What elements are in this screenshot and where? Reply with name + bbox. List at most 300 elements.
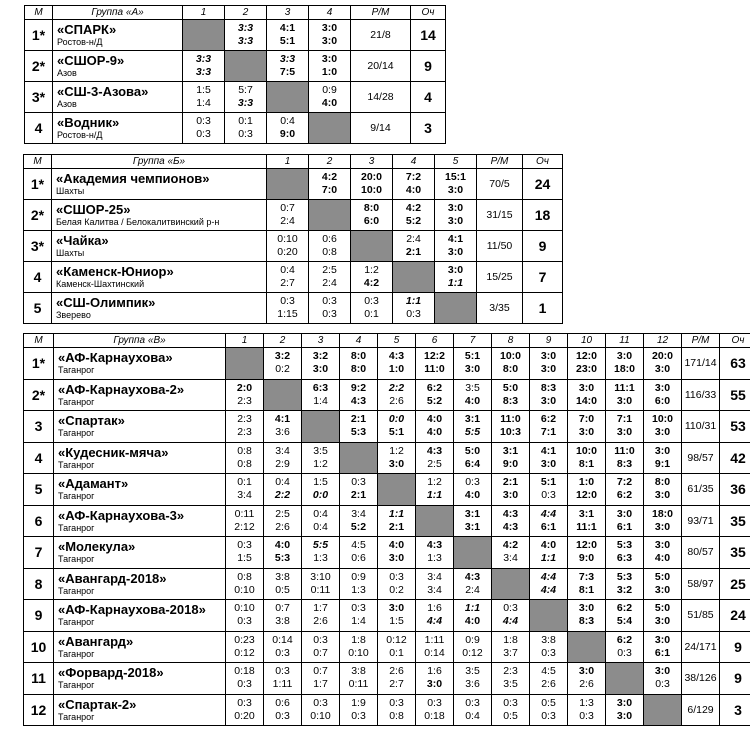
match-score: 0:3	[351, 602, 366, 615]
score-cell	[340, 631, 378, 663]
score-cell	[644, 537, 682, 569]
group-title: Группа «Б»	[52, 155, 267, 169]
match-score: 0:6	[275, 696, 290, 709]
self-match-cell	[530, 600, 568, 632]
match-score: 0:6	[351, 552, 366, 565]
goals-cell: 116/33	[682, 379, 720, 411]
team-cell	[53, 20, 183, 51]
self-match-cell	[416, 505, 454, 537]
match-score: 1:7	[313, 602, 328, 615]
match-score: 5:3	[350, 426, 367, 439]
match-score: 4:0	[654, 552, 671, 565]
match-score: 18:0	[613, 363, 635, 376]
score-cell	[264, 600, 302, 632]
score-cell	[378, 348, 416, 380]
place-cell: 10	[24, 631, 54, 663]
match-score: 9:0	[502, 457, 519, 470]
match-score: 8:3	[616, 457, 633, 470]
score-cell	[606, 474, 644, 506]
match-score: 3:3	[237, 35, 254, 47]
team-cell	[54, 568, 226, 600]
match-score: 1:3	[427, 552, 442, 565]
self-match-cell	[226, 348, 264, 380]
match-score: 1:15	[277, 308, 298, 320]
match-score: 3:1	[502, 444, 519, 457]
goals-cell: 93/71	[682, 505, 720, 537]
score-cell	[454, 694, 492, 726]
self-match-cell	[183, 20, 225, 51]
score-cell	[302, 663, 340, 695]
score-cell	[492, 694, 530, 726]
team-cell	[52, 169, 267, 200]
match-score: 0:6	[322, 233, 337, 245]
match-score: 4:3	[388, 350, 405, 363]
match-score: 2:6	[389, 394, 404, 407]
place-cell: 8	[24, 568, 54, 600]
points-cell: 35	[720, 537, 750, 569]
place-cell: 2*	[25, 51, 53, 82]
match-score: 5:1	[540, 476, 557, 489]
match-score: 4:2	[363, 277, 380, 289]
match-score: 1:5	[313, 476, 328, 489]
match-score: 3:0	[654, 615, 671, 628]
score-cell	[267, 51, 309, 82]
match-score: 10:3	[499, 426, 521, 439]
match-score: 8:3	[578, 615, 595, 628]
place-cell: 5	[24, 474, 54, 506]
match-score: 4:3	[502, 520, 519, 533]
match-score: 2:3	[237, 413, 252, 426]
match-score: 3:6	[275, 426, 290, 439]
match-score: 0:4	[313, 520, 328, 533]
match-score: 0:18	[234, 665, 255, 678]
goals-cell: 38/126	[682, 663, 720, 695]
score-cell	[351, 262, 393, 293]
match-score: 0:3	[322, 308, 337, 320]
match-score: 3:5	[465, 665, 480, 678]
place-cell: 4	[24, 262, 52, 293]
match-score: 0:10	[310, 709, 331, 722]
team-city: Таганрог	[58, 428, 95, 439]
team-city: Азов	[57, 68, 77, 78]
score-cell	[267, 231, 309, 262]
score-cell	[492, 631, 530, 663]
points-cell: 42	[720, 442, 750, 474]
match-score: 4:0	[464, 489, 481, 502]
header-opponent-5: 5	[378, 334, 416, 348]
match-score: 4:0	[540, 539, 557, 552]
match-score: 3:4	[427, 583, 442, 596]
score-cell	[302, 348, 340, 380]
place-cell: 2*	[24, 200, 52, 231]
score-cell	[416, 411, 454, 443]
match-score: 2:1	[502, 476, 519, 489]
header-opponent-1: 1	[226, 334, 264, 348]
score-cell	[492, 537, 530, 569]
points-cell: 9	[523, 231, 563, 262]
match-score: 1:5	[196, 84, 211, 96]
match-score: 18:0	[651, 507, 673, 520]
match-score: 8:0	[502, 363, 519, 376]
table-row	[24, 442, 750, 474]
match-score: 1:0	[578, 476, 595, 489]
match-score: 3:0	[388, 552, 405, 565]
match-score: 3:0	[578, 602, 595, 615]
points-cell: 36	[720, 474, 750, 506]
team-name: «АФ-Карнаухова»	[58, 350, 173, 366]
team-city: Белая Калитва / Белокалитвинский р-н	[56, 217, 220, 227]
team-city: Таганрог	[58, 648, 95, 659]
match-score: 5:3	[616, 539, 633, 552]
match-score: 0:4	[465, 709, 480, 722]
match-score: 2:12	[234, 520, 255, 533]
match-score: 3:6	[465, 678, 480, 691]
match-score: 3:7	[503, 646, 518, 659]
match-score: 2:7	[389, 678, 404, 691]
points-cell: 14	[411, 20, 446, 51]
match-score: 3:4	[427, 570, 442, 583]
team-cell	[52, 262, 267, 293]
score-cell	[492, 348, 530, 380]
match-score: 5:0	[654, 570, 671, 583]
match-score: 1:8	[351, 633, 366, 646]
table-row	[24, 200, 563, 231]
match-score: 1:6	[427, 602, 442, 615]
match-score: 5:0	[502, 381, 519, 394]
match-score: 4:2	[502, 539, 519, 552]
team-cell	[54, 442, 226, 474]
match-score: 6:1	[616, 520, 633, 533]
match-score: 1:11	[272, 678, 293, 691]
place-cell: 1*	[24, 348, 54, 380]
match-score: 2:1	[388, 520, 405, 533]
table-row	[24, 568, 750, 600]
score-cell	[378, 379, 416, 411]
score-cell	[416, 568, 454, 600]
match-score: 3:0	[654, 665, 671, 678]
match-score: 2:3	[503, 665, 518, 678]
score-cell	[378, 663, 416, 695]
score-cell	[340, 348, 378, 380]
match-score: 1:9	[351, 696, 366, 709]
table-row	[25, 82, 446, 113]
team-city: Таганрог	[58, 396, 95, 407]
score-cell	[530, 474, 568, 506]
team-name: «СШОР-25»	[56, 202, 131, 217]
score-cell	[454, 568, 492, 600]
match-score: 5:1	[464, 350, 481, 363]
team-name: «СШОР-9»	[57, 53, 125, 68]
match-score: 0:11	[348, 678, 369, 691]
match-score: 0:9	[322, 84, 337, 96]
match-score: 7:0	[321, 184, 338, 196]
match-score: 0:12	[234, 646, 255, 659]
match-score: 23:0	[575, 363, 597, 376]
match-score: 5:5	[312, 539, 329, 552]
place-cell: 6	[24, 505, 54, 537]
match-score: 0:3	[313, 633, 328, 646]
score-cell	[416, 663, 454, 695]
table-row	[24, 379, 750, 411]
score-cell	[568, 505, 606, 537]
team-name: «Чайка»	[56, 233, 109, 248]
score-cell	[309, 82, 351, 113]
match-score: 10:0	[499, 350, 521, 363]
match-score: 3:0	[447, 246, 464, 258]
match-score: 7:5	[279, 66, 296, 78]
match-score: 4:3	[426, 539, 443, 552]
score-cell	[340, 568, 378, 600]
match-score: 0:5	[503, 709, 518, 722]
self-match-cell	[309, 113, 351, 144]
team-city: Ростов-н/Д	[57, 130, 103, 140]
header-row	[24, 155, 563, 169]
team-city: Таганрог	[58, 522, 95, 533]
match-score: 6:2	[616, 489, 633, 502]
match-score: 6:2	[616, 602, 633, 615]
self-match-cell	[302, 411, 340, 443]
points-cell: 3	[411, 113, 446, 144]
team-city: Азов	[57, 99, 77, 109]
score-cell	[644, 442, 682, 474]
match-score: 3:0	[540, 394, 557, 407]
match-score: 6:0	[363, 215, 380, 227]
match-score: 5:0	[464, 444, 481, 457]
match-score: 0:2	[389, 583, 404, 596]
match-score: 0:10	[234, 583, 255, 596]
table-row	[25, 51, 446, 82]
team-name: «Водник»	[57, 115, 120, 130]
match-score: 2:9	[275, 457, 290, 470]
score-cell	[606, 348, 644, 380]
match-score: 2:2	[388, 381, 405, 394]
score-cell	[606, 505, 644, 537]
team-name: «СПАРК»	[57, 22, 117, 37]
score-cell	[454, 379, 492, 411]
header-opponent-11: 11	[606, 334, 644, 348]
match-score: 2:4	[465, 583, 480, 596]
match-score: 1:11	[424, 633, 445, 646]
header-opponent-3: 3	[267, 6, 309, 20]
score-cell	[644, 505, 682, 537]
match-score: 8:0	[350, 350, 367, 363]
self-match-cell	[267, 169, 309, 200]
match-score: 5:3	[274, 552, 291, 565]
header-goals: Р/М	[351, 6, 411, 20]
score-cell	[393, 169, 435, 200]
table-row	[24, 411, 750, 443]
match-score: 3:2	[616, 583, 633, 596]
match-score: 3:0	[654, 583, 671, 596]
match-score: 0:3	[322, 295, 337, 307]
score-cell	[226, 568, 264, 600]
score-cell	[454, 631, 492, 663]
score-cell	[435, 231, 477, 262]
team-city: Каменск-Шахтинский	[56, 279, 145, 289]
place-cell: 1*	[25, 20, 53, 51]
team-name: «АФ-Карнаухова-3»	[58, 507, 185, 523]
header-opponent-2: 2	[309, 155, 351, 169]
header-points: Оч	[411, 6, 446, 20]
match-score: 9:1	[654, 457, 671, 470]
score-cell	[492, 663, 530, 695]
match-score: 0:14	[272, 633, 293, 646]
match-score: 7:1	[616, 413, 633, 426]
score-cell	[492, 505, 530, 537]
match-score: 3:4	[275, 444, 290, 457]
score-cell	[416, 379, 454, 411]
match-score: 2:6	[541, 678, 556, 691]
goals-cell: 11/50	[477, 231, 523, 262]
header-opponent-7: 7	[454, 334, 492, 348]
score-cell	[340, 600, 378, 632]
match-score: 1:2	[427, 476, 442, 489]
score-cell	[226, 537, 264, 569]
score-cell	[606, 411, 644, 443]
match-score: 3:3	[237, 22, 254, 34]
match-score: 2:6	[579, 678, 594, 691]
match-score: 8:0	[654, 476, 671, 489]
table-row	[25, 113, 446, 144]
self-match-cell	[454, 537, 492, 569]
place-cell: 11	[24, 663, 54, 695]
team-name: «Авангард-2018»	[58, 570, 167, 586]
score-cell	[644, 600, 682, 632]
score-cell	[302, 442, 340, 474]
table-row	[25, 20, 446, 51]
header-row	[24, 334, 750, 348]
match-score: 1:7	[313, 678, 328, 691]
match-score: 2:5	[322, 264, 337, 276]
header-opponent-3: 3	[351, 155, 393, 169]
match-score: 3:8	[275, 615, 290, 628]
match-score: 0:20	[234, 709, 255, 722]
score-cell	[225, 113, 267, 144]
score-cell	[340, 505, 378, 537]
points-cell: 24	[523, 169, 563, 200]
score-cell	[302, 505, 340, 537]
match-score: 3:0	[321, 53, 338, 65]
score-cell	[435, 262, 477, 293]
match-score: 3:0	[540, 363, 557, 376]
match-score: 0:3	[238, 128, 253, 140]
score-cell	[226, 631, 264, 663]
score-cell	[530, 505, 568, 537]
team-city: Зверево	[56, 310, 91, 320]
goals-cell: 98/57	[682, 442, 720, 474]
match-score: 9:0	[578, 552, 595, 565]
match-score: 1:2	[389, 444, 404, 457]
team-cell	[53, 51, 183, 82]
match-score: 3:0	[654, 426, 671, 439]
team-cell	[54, 505, 226, 537]
match-score: 12:0	[575, 489, 597, 502]
self-match-cell	[393, 262, 435, 293]
match-score: 3:0	[502, 489, 519, 502]
team-city: Ростов-н/Д	[57, 37, 103, 47]
match-score: 0:5	[275, 583, 290, 596]
match-score: 2:1	[405, 246, 422, 258]
match-score: 0:3	[351, 476, 366, 489]
match-score: 11:1	[614, 381, 635, 394]
match-score: 3:4	[237, 489, 252, 502]
score-cell	[454, 411, 492, 443]
match-score: 6:1	[654, 646, 671, 659]
match-score: 3:0	[312, 363, 329, 376]
match-score: 9:0	[279, 128, 296, 140]
team-name: «Академия чемпионов»	[56, 171, 210, 186]
header-opponent-2: 2	[225, 6, 267, 20]
match-score: 20:0	[651, 350, 673, 363]
match-score: 0:1	[238, 115, 253, 127]
goals-cell: 24/171	[682, 631, 720, 663]
match-score: 4:0	[274, 539, 291, 552]
match-score: 0:9	[351, 570, 366, 583]
self-match-cell	[351, 231, 393, 262]
score-cell	[568, 348, 606, 380]
table-row	[24, 231, 563, 262]
score-cell	[226, 411, 264, 443]
match-score: 0:2	[275, 363, 290, 376]
goals-cell: 31/15	[477, 200, 523, 231]
match-score: 14:0	[575, 394, 597, 407]
team-cell	[52, 293, 267, 324]
match-score: 3:5	[503, 678, 518, 691]
score-cell	[644, 348, 682, 380]
score-cell	[378, 568, 416, 600]
match-score: 3:5	[465, 381, 480, 394]
group-b-table	[23, 154, 563, 324]
team-name: «Каменск-Юниор»	[56, 264, 174, 279]
match-score: 6:0	[654, 394, 671, 407]
match-score: 3:0	[654, 520, 671, 533]
score-cell	[606, 568, 644, 600]
goals-cell: 20/14	[351, 51, 411, 82]
match-score: 3:3	[195, 66, 212, 78]
match-score: 3:0	[616, 507, 633, 520]
goals-cell: 14/28	[351, 82, 411, 113]
group-title: Группа «В»	[54, 334, 226, 348]
match-score: 0:8	[237, 444, 252, 457]
match-score: 1:5	[237, 552, 252, 565]
score-cell	[340, 663, 378, 695]
team-name: «Спартак-2»	[58, 696, 137, 712]
match-score: 1:3	[351, 583, 366, 596]
match-score: 2:5	[427, 457, 442, 470]
match-score: 0:3	[427, 696, 442, 709]
place-cell: 1*	[24, 169, 52, 200]
header-goals: Р/М	[477, 155, 523, 169]
header-opponent-8: 8	[492, 334, 530, 348]
score-cell	[340, 379, 378, 411]
header-opponent-5: 5	[435, 155, 477, 169]
match-score: 5:1	[279, 35, 296, 47]
match-score: 1:4	[313, 394, 328, 407]
match-score: 12:0	[575, 350, 597, 363]
match-score: 4:5	[351, 539, 366, 552]
score-cell	[267, 262, 309, 293]
match-score: 3:0	[447, 184, 464, 196]
score-cell	[264, 568, 302, 600]
match-score: 0:3	[196, 115, 211, 127]
match-score: 1:4	[351, 615, 366, 628]
score-cell	[378, 505, 416, 537]
team-name: «Авангард»	[58, 633, 134, 649]
place-cell: 9	[24, 600, 54, 632]
match-score: 0:3	[617, 646, 632, 659]
goals-cell: 9/14	[351, 113, 411, 144]
team-city: Шахты	[56, 186, 85, 196]
